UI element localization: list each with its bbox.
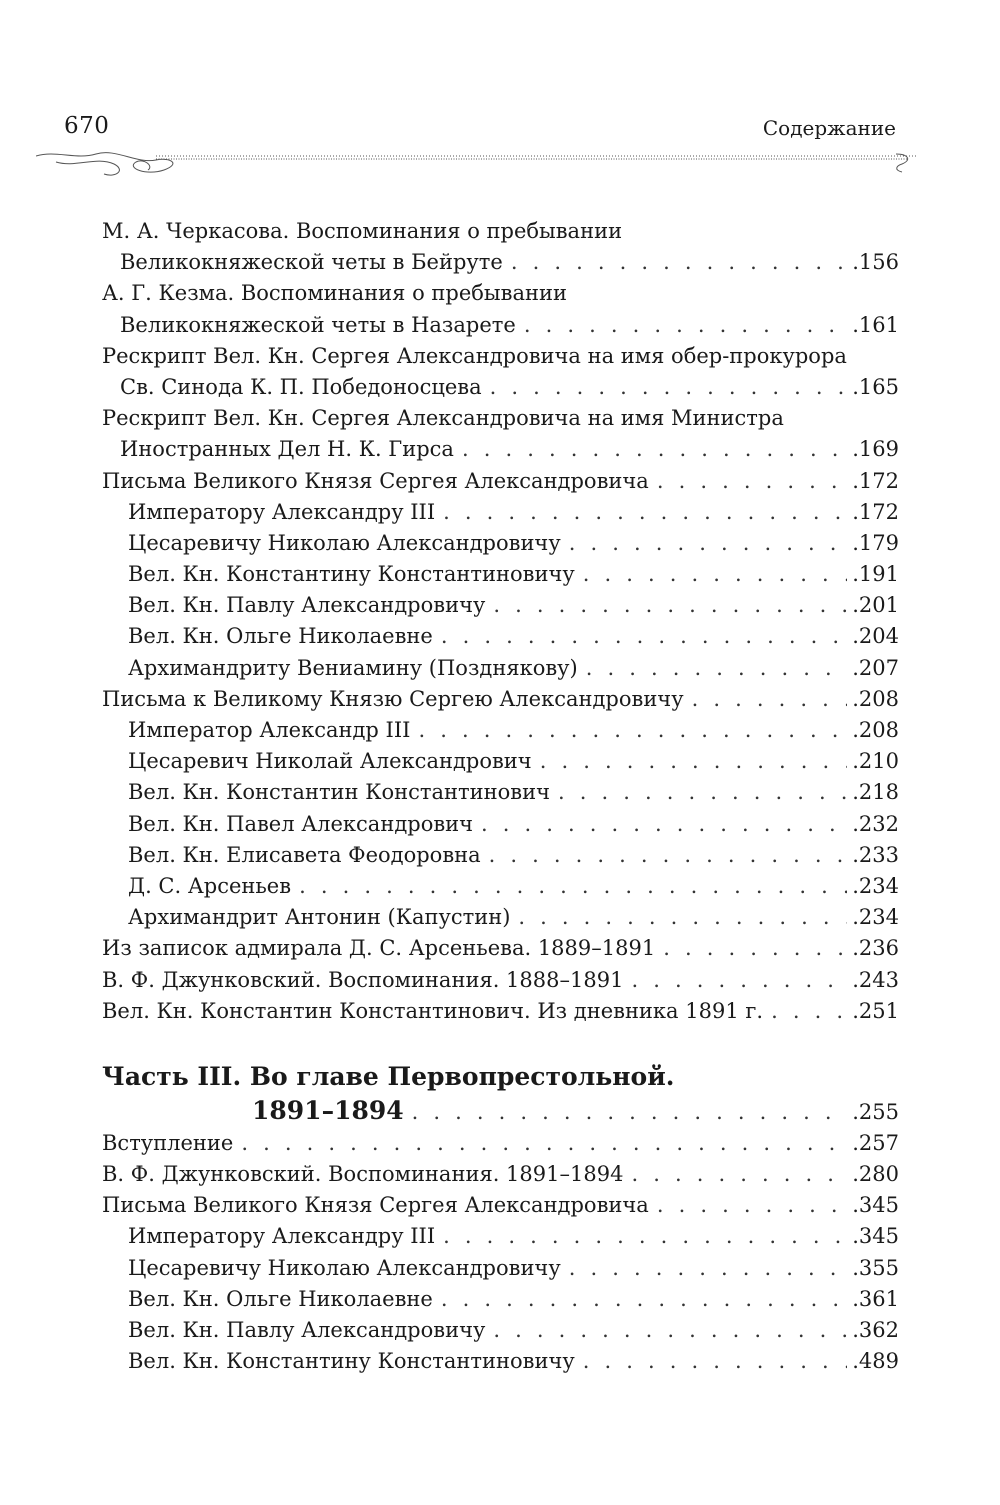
toc-entry-kezma[interactable]: А. Г. Кезма. Воспоминания о пребывании (102, 281, 567, 306)
dot-leader (631, 965, 847, 996)
dot-leader (771, 996, 847, 1027)
page-ref: .233 (852, 842, 899, 867)
page-header (64, 113, 896, 149)
dot-leader (441, 1284, 847, 1315)
page-number: 670 (64, 113, 110, 139)
page-ref: .172 (852, 468, 899, 493)
dot-leader (493, 1315, 847, 1346)
toc-subentry[interactable]: Императору Александру III . . . .172 (102, 497, 899, 528)
dot-leader (489, 840, 848, 871)
part-heading-cont[interactable]: 1891–1894 . . . .255 (102, 1094, 899, 1128)
toc-subentry[interactable]: Вел. Кн. Константин Константинович . . . .218 (102, 777, 899, 808)
toc-subentry[interactable]: Императору Александру III . . . .345 (102, 1221, 899, 1252)
toc-subentry[interactable]: Вел. Кн. Константину Константиновичу . . . .191 (102, 559, 899, 590)
page-ref: .172 (852, 499, 899, 524)
page-ref: .204 (852, 624, 899, 649)
toc-subentry[interactable]: Император Александр III . . . .208 (102, 715, 899, 746)
toc-entry-rescript-pobedonostsev[interactable]: Рескрипт Вел. Кн. Сергея Александровича на имя обер-прокурора (102, 343, 847, 368)
toc-subentry[interactable]: Вел. Кн. Елисавета Феодоровна . . . .233 (102, 840, 899, 871)
page-ref: .257 (852, 1130, 899, 1155)
page-ref: .255 (852, 1099, 899, 1124)
dot-leader (631, 1159, 847, 1190)
dot-leader (462, 434, 847, 465)
toc-subentry[interactable]: Вел. Кн. Константину Константиновичу . . . .489 (102, 1346, 899, 1377)
toc-entry-kk-diary[interactable]: Вел. Кн. Константин Константинович. Из дневника 1891 г. . . . .251 (102, 996, 899, 1027)
dot-leader (518, 902, 847, 933)
dot-leader (299, 871, 847, 902)
page-ref: .169 (852, 437, 899, 462)
running-title: Содержание (762, 116, 896, 140)
dot-leader (511, 247, 847, 278)
toc-entry-letters-from[interactable]: Письма Великого Князя Сергея Александровича . . . .172 (102, 466, 899, 497)
page-ref: .191 (852, 562, 899, 587)
dot-leader (443, 1221, 847, 1252)
dot-leader (569, 528, 848, 559)
page-ref: .234 (852, 873, 899, 898)
dot-leader (540, 746, 848, 777)
page-ref: .345 (852, 1193, 899, 1218)
dot-leader (583, 1346, 848, 1377)
dot-leader (241, 1128, 847, 1159)
dot-leader (441, 621, 847, 652)
page-ref: .208 (852, 686, 899, 711)
toc-entry-rescript-girs[interactable]: Рескрипт Вел. Кн. Сергея Александровича на имя Министра (102, 406, 784, 431)
dot-leader (692, 684, 848, 715)
dot-leader (558, 777, 847, 808)
toc-entry-dzhunkovsky-1888[interactable]: В. Ф. Джунковский. Воспоминания. 1888–1891 . . . .243 (102, 965, 899, 996)
toc-entry-letters-from-2[interactable]: Письма Великого Князя Сергея Александровича . . . .345 (102, 1190, 899, 1221)
page-ref: .243 (852, 967, 899, 992)
dot-leader (493, 590, 847, 621)
page-ref: .207 (852, 655, 899, 680)
page-ref: .179 (852, 530, 899, 555)
page-ref: .210 (852, 749, 899, 774)
dot-leader (583, 559, 848, 590)
toc-entry-introduction[interactable]: Вступление . . . .257 (102, 1128, 899, 1159)
toc-subentry[interactable]: Д. С. Арсеньев . . . .234 (102, 871, 899, 902)
page-ref: .208 (852, 718, 899, 742)
page-ref: .232 (852, 811, 899, 836)
dot-leader (586, 653, 848, 684)
page-ref: .362 (852, 1318, 899, 1342)
dot-leader (657, 1190, 847, 1221)
ornamental-divider (36, 146, 916, 184)
dot-leader (412, 1095, 848, 1129)
dot-leader (657, 466, 847, 497)
toc-entry-cherkasova[interactable]: М. А. Черкасова. Воспоминания о пребывании (102, 219, 623, 243)
toc-subentry[interactable]: Вел. Кн. Ольге Николаевне . . . .204 (102, 621, 899, 652)
dot-leader (481, 809, 847, 840)
toc-subentry[interactable]: Вел. Кн. Павел Александрович . . . .232 (102, 809, 899, 840)
toc-entry-arseniev-notes[interactable]: Из записок адмирала Д. С. Арсеньева. 1889–1891 . . . .236 (102, 933, 899, 964)
page-ref: .218 (852, 780, 899, 805)
page-ref: .361 (852, 1286, 899, 1311)
toc-entry-cherkasova-cont[interactable]: Великокняжеской четы в Бейруте . . . .156 (102, 247, 899, 278)
page-ref: .165 (852, 374, 899, 399)
page-ref: .280 (852, 1162, 899, 1187)
toc-entry-letters-to[interactable]: Письма к Великому Князю Сергею Александровичу . . . .208 (102, 684, 899, 715)
toc-entry-dzhunkovsky-1891[interactable]: В. Ф. Джунковский. Воспоминания. 1891–1894 . . . .280 (102, 1159, 899, 1190)
dot-leader (418, 715, 847, 746)
dot-leader (663, 933, 847, 964)
table-of-contents (102, 216, 899, 1377)
page-ref: .161 (852, 312, 899, 337)
toc-subentry[interactable]: Цесаревичу Николаю Александровичу . . . .179 (102, 528, 899, 559)
page-ref: .236 (852, 936, 899, 961)
toc-entry-rescript-pobedonostsev-cont[interactable]: Св. Синода К. П. Победоносцева . . . .165 (102, 372, 899, 403)
page-ref: .251 (852, 998, 899, 1023)
toc-subentry[interactable]: Архимандриту Вениамину (Позднякову) . . . .207 (102, 653, 899, 684)
toc-subentry[interactable]: Цесаревичу Николаю Александровичу . . . .355 (102, 1253, 899, 1284)
page-ref: .156 (852, 250, 899, 275)
toc-subentry[interactable]: Вел. Кн. Павлу Александровичу . . . .201 (102, 590, 899, 621)
page-ref: .345 (852, 1224, 899, 1249)
dot-leader (490, 372, 848, 403)
page-ref: .234 (852, 905, 899, 930)
toc-subentry[interactable]: Цесаревич Николай Александрович . . . .210 (102, 746, 899, 777)
toc-subentry[interactable]: Вел. Кн. Ольге Николаевне . . . .361 (102, 1284, 899, 1315)
dot-leader (443, 497, 847, 528)
toc-entry-rescript-girs-cont[interactable]: Иностранных Дел Н. К. Гирса . . . .169 (102, 434, 899, 465)
toc-subentry[interactable]: Вел. Кн. Павлу Александровичу . . . .362 (102, 1315, 899, 1346)
page-ref: .489 (852, 1349, 899, 1374)
dot-leader (569, 1253, 848, 1284)
dot-leader (524, 310, 847, 341)
toc-subentry[interactable]: Архимандрит Антонин (Капустин) . . . .234 (102, 902, 899, 933)
part-heading[interactable]: Часть III. Во главе Первопрестольной. (102, 1061, 675, 1091)
page-ref: .355 (852, 1255, 899, 1280)
page-ref: .201 (852, 593, 899, 618)
toc-entry-kezma-cont[interactable]: Великокняжеской четы в Назарете . . . .161 (102, 310, 899, 341)
